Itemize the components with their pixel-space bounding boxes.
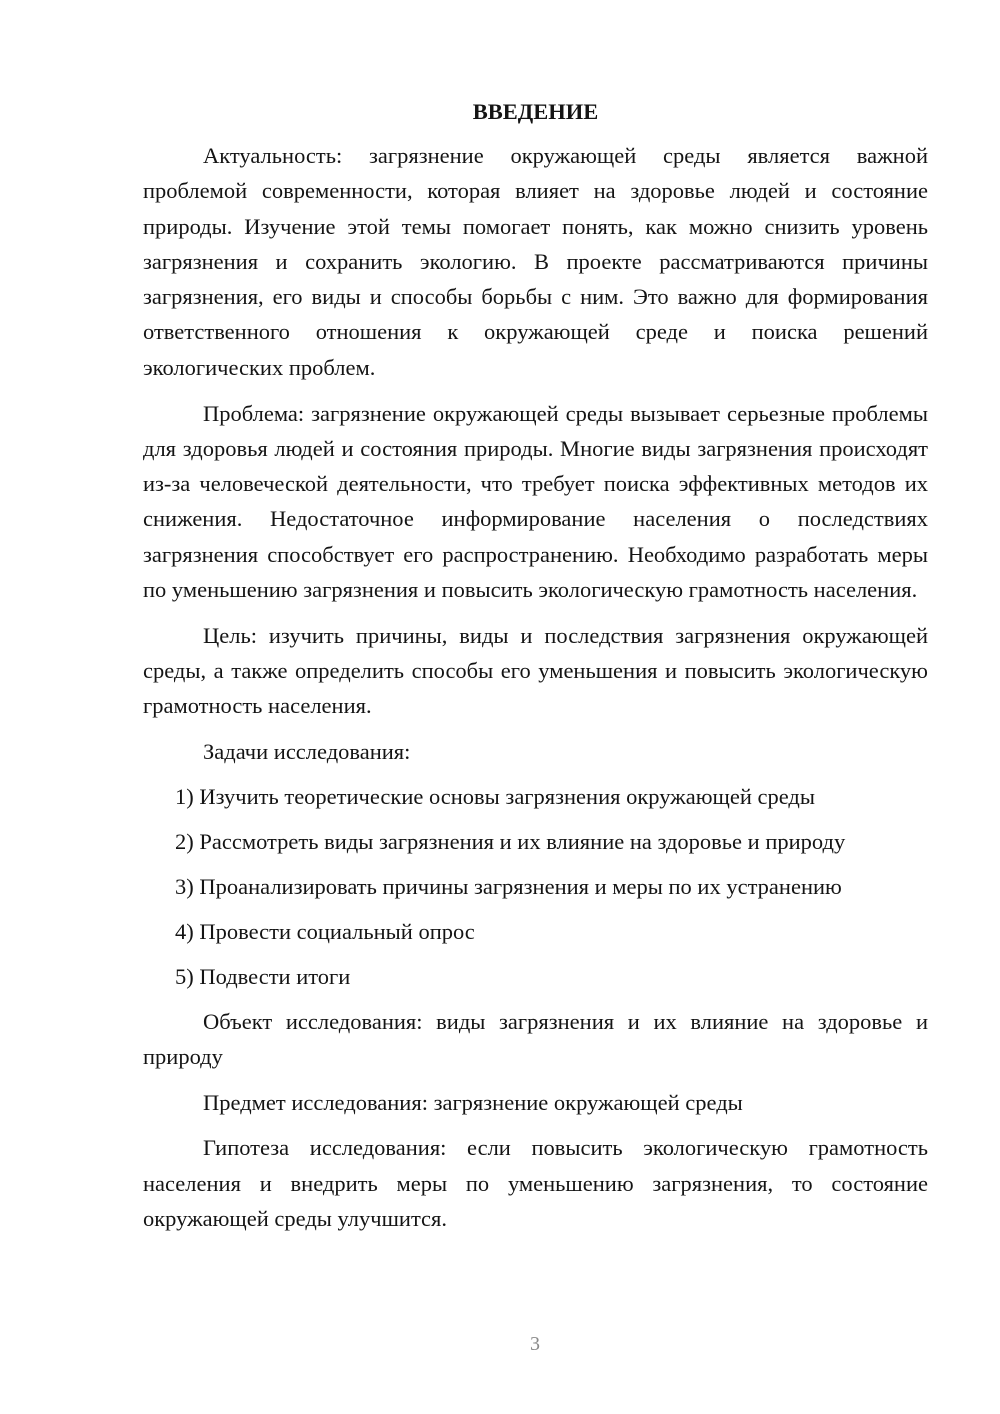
paragraph-goal: Цель: изучить причины, виды и последствия загрязнения окружающей среды, а также определить способы его уменьшения и повысить экологическую грамотность населения. (143, 622, 928, 719)
task-item: 1) Изучить теоретические основы загрязнения окружающей среды (175, 783, 815, 809)
tasks-heading: Задачи исследования: (203, 739, 411, 765)
page-title: ВВЕДЕНИЕ (472, 99, 599, 124)
task-item: 5) Подвести итоги (175, 963, 351, 989)
paragraph-hypothesis: Гипотеза исследования: если повысить экологическую грамотность населения и внедрить меры по уменьшению загрязнения, то состояние окружающей среды улучшится. (143, 1135, 928, 1232)
task-item: 3) Проанализировать причины загрязнения и меры по их устранению (175, 873, 842, 899)
page-content (143, 96, 928, 1247)
paragraph-problem: Проблема: загрязнение окружающей среды вызывает серьезные проблемы для здоровья людей и состояния природы. Многие виды загрязнения происходят из-за человеческой деятельности, что требует поиска эффективных методов их снижения. Недостаточное информирование населения о последствиях загрязнения способствует его распространению. Необходимо разработать меры по уменьшению загрязнения и повысить экологическую грамотность населения. (143, 400, 928, 603)
paragraph-object: Объект исследования: виды загрязнения и их влияние на здоровье и природу (143, 1008, 928, 1069)
paragraph-subject: Предмет исследования: загрязнение окружающей среды (203, 1089, 743, 1115)
paragraph-relevance: Актуальность: загрязнение окружающей среды является важной проблемой современности, которая влияет на здоровье людей и состояние природы. Изучение этой темы помогает понять, как можно снизить уровень загрязнения и сохранить экологию. В проекте рассматриваются причины загрязнения, его виды и способы борьбы с ним. Это важно для формирования ответственного отношения к окружающей среде и поиска решений экологических проблем. (143, 143, 928, 380)
tasks-list (143, 779, 928, 994)
task-item: 4) Провести социальный опрос (175, 918, 475, 944)
task-item: 2) Рассмотреть виды загрязнения и их влияние на здоровье и природу (175, 828, 846, 854)
page-number: 3 (530, 1333, 540, 1355)
